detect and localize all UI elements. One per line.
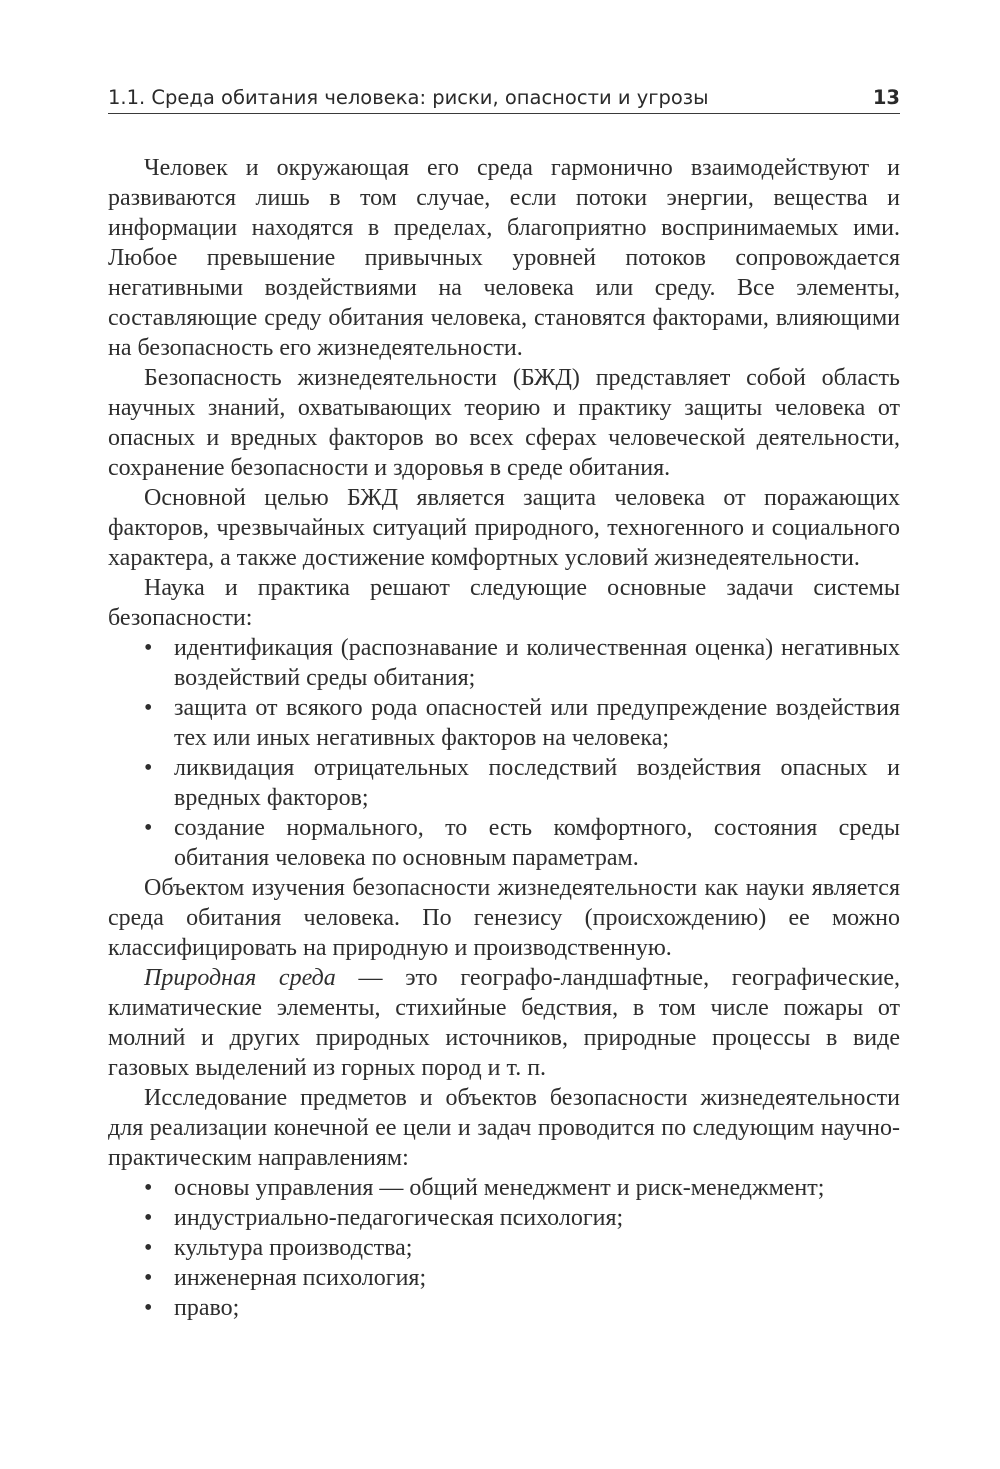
bullet-icon: • xyxy=(144,1175,153,1201)
list-item-text: защита от всякого рода опасностей или предупреждение воздействия тех или иных негативных факторов на человека; xyxy=(174,695,900,751)
paragraph: Объектом изучения безопасности жизнедеятельности как науки является среда обитания человека. По генезису (происхождению) ее можно классифицировать на природную и производственную. xyxy=(108,875,900,961)
section-title: 1.1. Среда обитания человека: риски, опасности и угрозы xyxy=(108,86,709,109)
list-item xyxy=(108,693,900,753)
bullet-icon: • xyxy=(144,695,153,721)
paragraph-text: — это географо-ландшафтные, географические, климатические элементы, стихийные бедствия, в том числе пожары от молний и других природных источников, природные процессы в виде газовых выделений из горных пород и т. п. xyxy=(108,965,900,1081)
list-item xyxy=(108,1263,900,1293)
list-item xyxy=(108,633,900,693)
list-item-text: ликвидация отрицательных последствий воздействия опасных и вредных факторов; xyxy=(174,755,900,811)
running-header xyxy=(108,86,900,114)
list-item-text: индустриально-педагогическая психология; xyxy=(174,1205,624,1231)
bullet-icon: • xyxy=(144,635,153,661)
list-item xyxy=(108,1233,900,1263)
list-item-text: право; xyxy=(174,1295,240,1321)
page-number: 13 xyxy=(872,86,900,109)
paragraph xyxy=(108,963,900,1083)
list-item xyxy=(108,813,900,873)
paragraph: Наука и практика решают следующие основные задачи системы безопасности: xyxy=(108,575,900,631)
list-item-text: идентификация (распознавание и количественная оценка) негативных воздействий среды обитания; xyxy=(174,635,900,691)
list-item-text: инженерная психология; xyxy=(174,1265,427,1291)
tasks-list xyxy=(108,633,900,873)
list-item xyxy=(108,1173,900,1203)
body-text xyxy=(108,153,900,1323)
paragraph: Основной целью БЖД является защита человека от поражающих факторов, чрезвычайных ситуаций природного, техногенного и социального характера, а также достижение комфортных условий жизнедеятельности. xyxy=(108,485,900,571)
paragraph: Человек и окружающая его среда гармонично взаимодействуют и развиваются лишь в том случае, если потоки энергии, вещества и информации находятся в пределах, благоприятно воспринимаемых ими. Любое превышение привычных уровней потоков сопровождается негативными воздействиями на человека или среду. Все элементы, составляющие среду обитания человека, становятся факторами, влияющими на безопасность его жизнедеятельности. xyxy=(108,155,900,361)
directions-list xyxy=(108,1173,900,1323)
list-item-text: основы управления — общий менеджмент и риск-менеджмент; xyxy=(174,1175,825,1201)
list-item xyxy=(108,1203,900,1233)
bullet-icon: • xyxy=(144,1205,153,1231)
bullet-icon: • xyxy=(144,1295,153,1321)
list-item xyxy=(108,1293,900,1323)
term-italic: Природная среда xyxy=(144,965,336,991)
list-item-text: культура производства; xyxy=(174,1235,413,1261)
bullet-icon: • xyxy=(144,1265,153,1291)
bullet-icon: • xyxy=(144,755,153,781)
list-item xyxy=(108,753,900,813)
list-item-text: создание нормального, то есть комфортного, состояния среды обитания человека по основным параметрам. xyxy=(174,815,900,871)
paragraph: Безопасность жизнедеятельности (БЖД) представляет собой область научных знаний, охватывающих теорию и практику защиты человека от опасных и вредных факторов во всех сферах человеческой деятельности, сохранение безопасности и здоровья в среде обитания. xyxy=(108,365,900,481)
paragraph: Исследование предметов и объектов безопасности жизнедеятельности для реализации конечной ее цели и задач проводится по следующим научно-практическим направлениям: xyxy=(108,1085,900,1171)
bullet-icon: • xyxy=(144,1235,153,1261)
bullet-icon: • xyxy=(144,815,153,841)
